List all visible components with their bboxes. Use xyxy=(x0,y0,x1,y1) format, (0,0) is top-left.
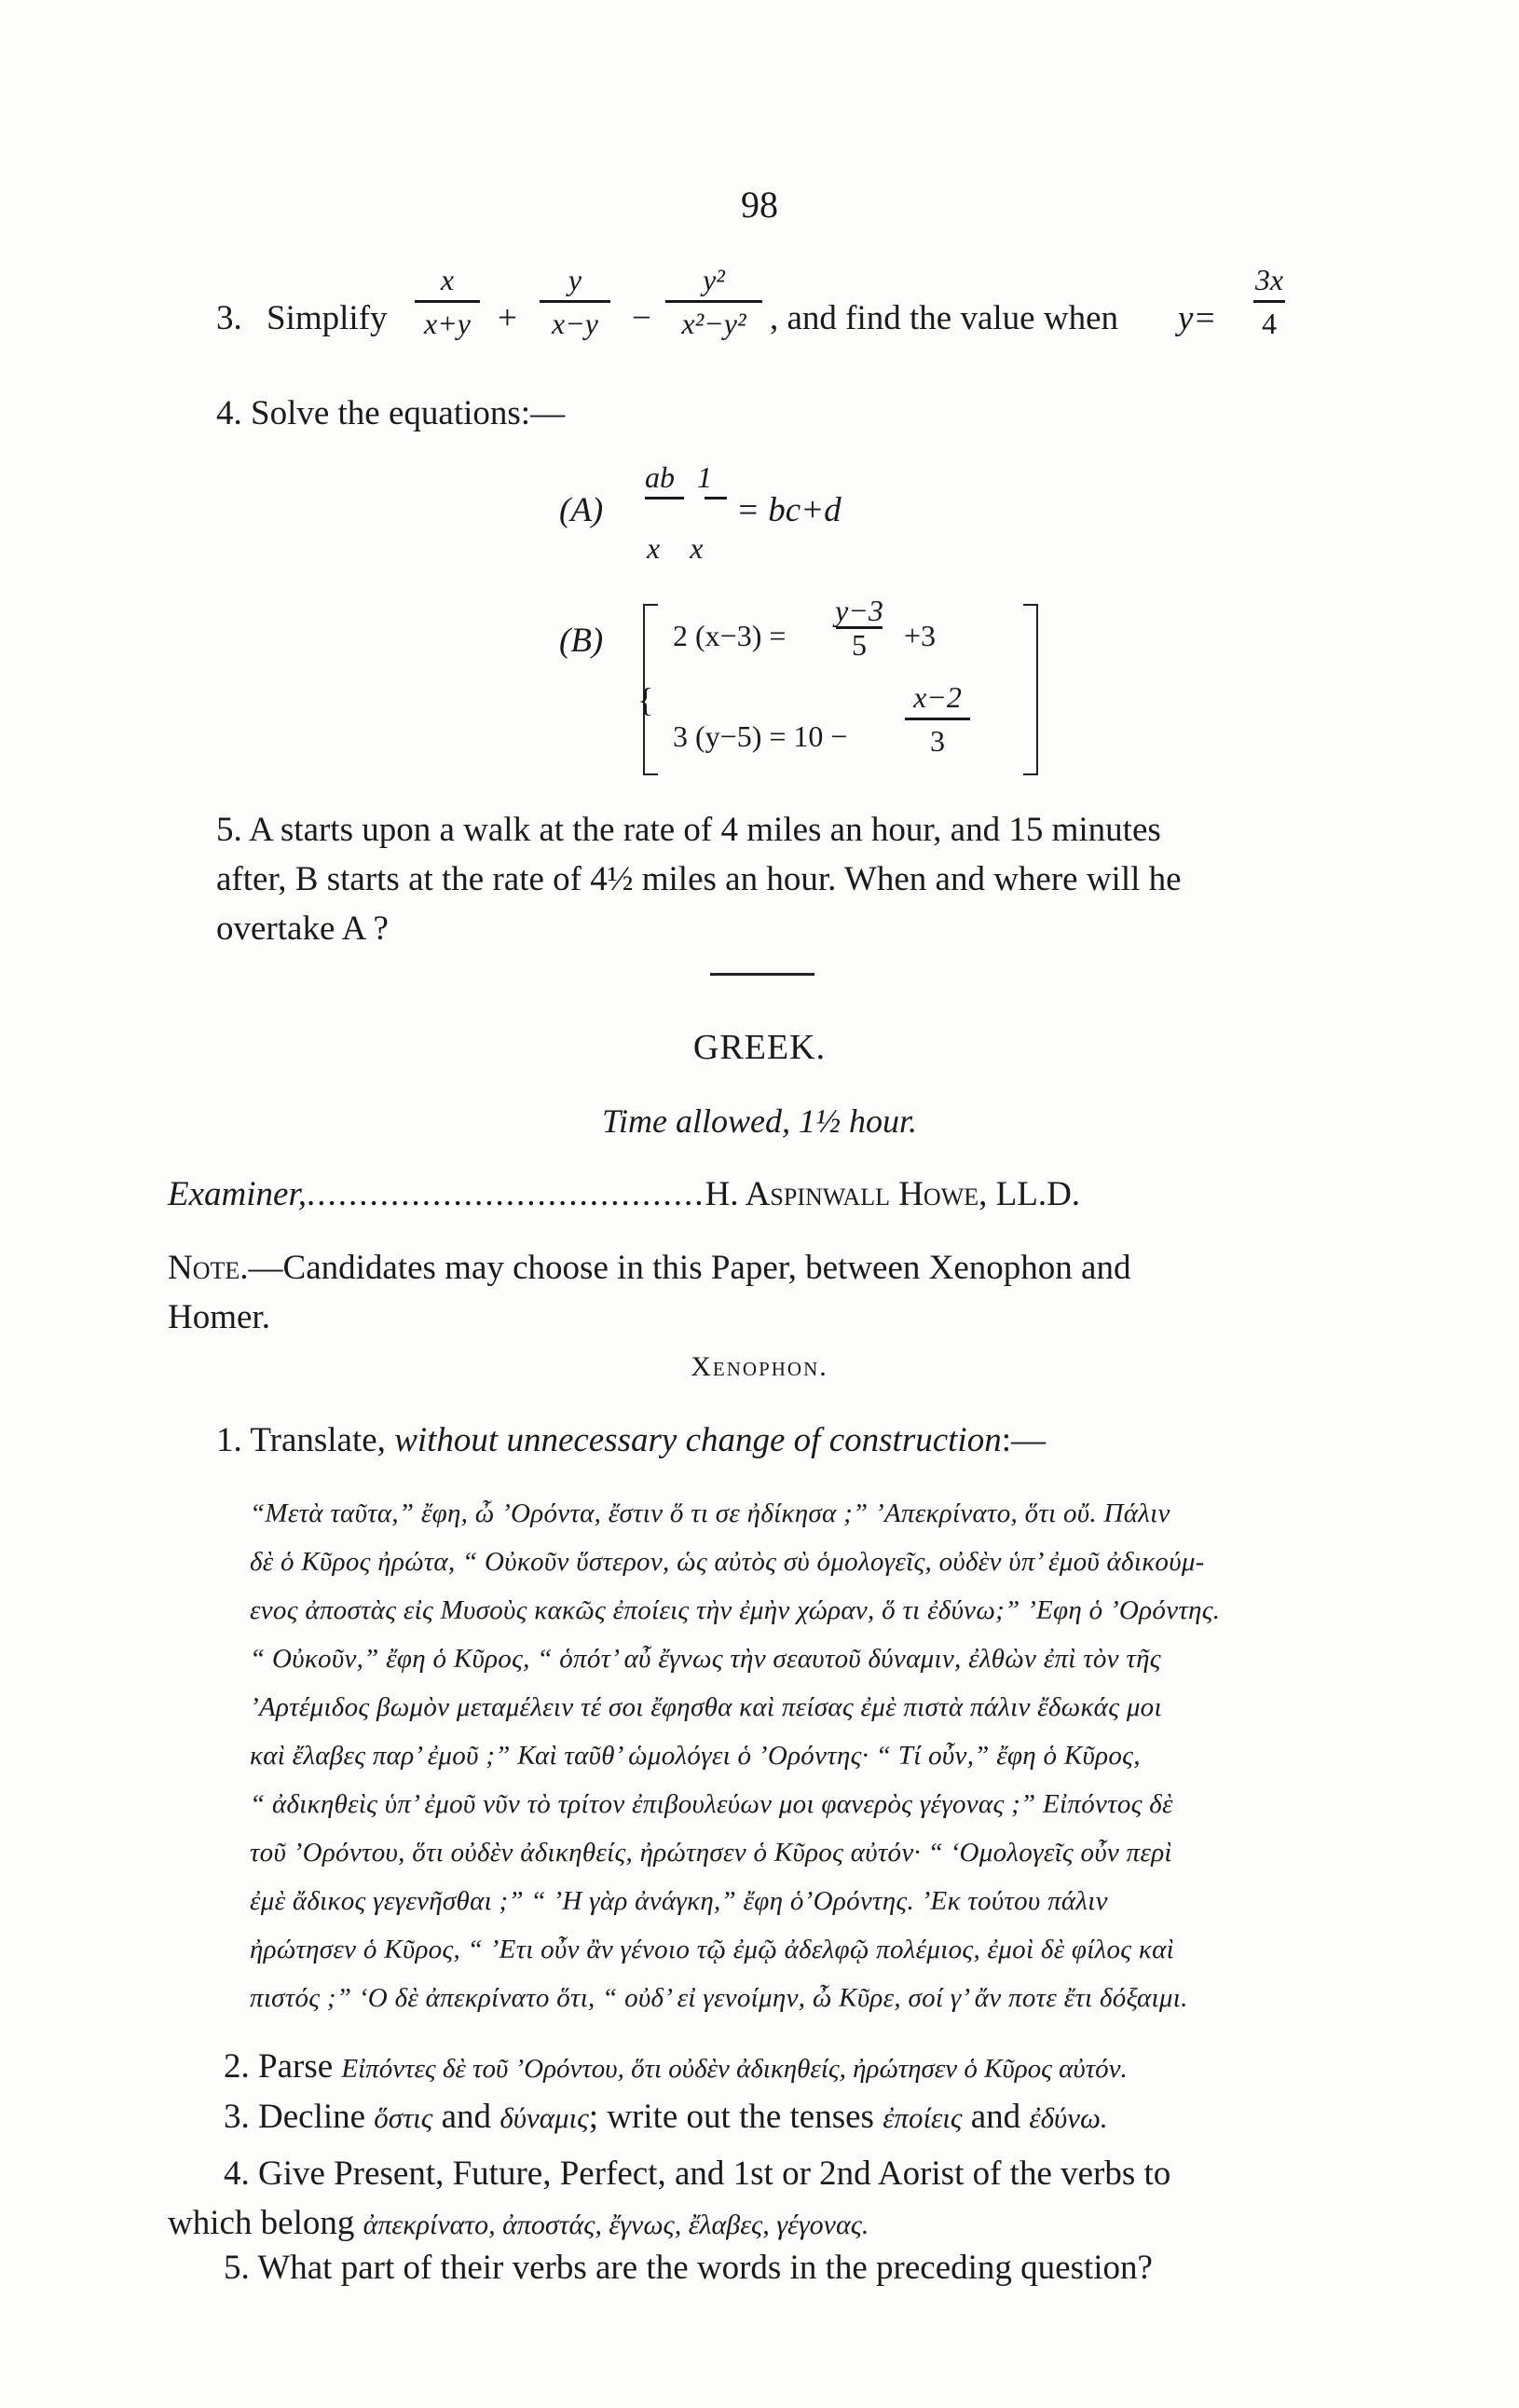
left-brace-point: { xyxy=(637,681,654,718)
right-brace xyxy=(1023,604,1038,775)
examiner-line xyxy=(168,1176,1351,1213)
note-line2: Homer. xyxy=(168,1298,270,1336)
fraction-x2-over-3 xyxy=(900,678,975,759)
fraction-denominator: x−y xyxy=(552,307,598,340)
greek-q1 xyxy=(216,1422,1046,1459)
q5-line2: after, B starts at the rate of 4½ miles an hour. When and where will he xyxy=(216,860,1182,898)
greek-q4-lead2: which belong xyxy=(168,2204,355,2242)
eq-a-denominators: x x xyxy=(647,531,704,565)
eq-b-line1-lhs: 2 (x−3) = xyxy=(673,619,787,652)
greek-q4-line1: 4. Give Present, Future, Perfect, and 1st or 2nd Aorist of the verbs to xyxy=(224,2155,1171,2193)
fraction-bar xyxy=(665,300,762,303)
plus-sign: + xyxy=(498,299,517,337)
eq-a-rhs: = bc+d xyxy=(736,491,842,529)
passage-line: “ ἀδικηθεὶς ὑπ’ ἐμοῦ νῦν τὸ τρίτον ἐπιβουλεύων μοι φανερὸς γέγονας ;” Εἰπόντος δὲ xyxy=(250,1789,1173,1819)
greek-q3-and2: and xyxy=(970,2098,1021,2136)
passage-line: τοῦ ’Ορόντου, ὅτι οὐδὲν ἀδικηθείς, ἠρώτησεν ὁ Κῦρος αὐτόν· “ ‘Ομολογεῖς οὖν περὶ xyxy=(250,1838,1172,1868)
eq-a-label: (A) xyxy=(559,491,604,529)
minus-sign: − xyxy=(632,299,651,337)
fraction-ysq-over-diff xyxy=(658,261,770,342)
eq-b-line2-lhs: 3 (y−5) = 10 − xyxy=(673,719,848,753)
passage-line: ’Αρτέμιδος βωμὸν μεταμέλειν τέ σοι ἔφησθα καὶ πείσας ἐμὲ πιστὰ πάλιν ἔδωκάς μοι xyxy=(250,1692,1162,1722)
fraction-bar xyxy=(905,718,970,720)
passage-line: ἠρώτησεν ὁ Κῦρος, “ ’Ετι οὖν ἂν γένοιο τῷ ἐμῷ ἀδελφῷ πολέμιος, ἐμοὶ δὲ φίλος καὶ xyxy=(250,1935,1174,1964)
greek-q4-words: ἀπεκρίνατο, ἀποστάς, ἔγνως, ἔλαβες, γέγονας. xyxy=(363,2210,869,2240)
passage-line: δὲ ὁ Κῦρος ἠρώτα, “ Οὐκοῦν ὕστερον, ὡς αὐτὸς σὺ ὁμολογεῖς, οὐδὲν ὑπ’ ἐμοῦ ἀδικούμ- xyxy=(250,1547,1205,1577)
q5-paragraph xyxy=(216,805,1334,953)
eq-a-bar-1 xyxy=(645,497,684,499)
fraction-x-over-xplusy xyxy=(410,261,485,342)
q3-lead: Simplify xyxy=(267,299,388,337)
fraction-numerator: y xyxy=(568,263,582,296)
passage-line: “Μετὰ ταῦτα,” ἔφη, ὦ ’Ορόντα, ἔστιν ὅ τι σε ἠδίκησα ;” ’Απεκρίνατο, ὅτι οὔ. Πάλιν xyxy=(250,1498,1170,1528)
fraction-bar xyxy=(1253,300,1285,303)
greek-q3-lead: 3. Decline xyxy=(224,2098,366,2136)
fraction-y-over-xminusy xyxy=(533,261,617,342)
greek-q4 xyxy=(168,2149,1338,2250)
xenophon-heading: Xenophon. xyxy=(691,1351,828,1382)
eq-a-bar-2 xyxy=(705,497,727,499)
fraction-numerator: y² xyxy=(703,263,725,296)
time-allowed: Time allowed, 1½ hour. xyxy=(601,1102,918,1140)
passage-line: ἐμὲ ἄδικος γεγενῆσθαι ;” “ ’Η γὰρ ἀνάγκη,” ἔφη ὁ’Ορόντης. ’Εκ τούτου πάλιν xyxy=(250,1886,1108,1916)
greek-word: ἐποίεις xyxy=(883,2101,963,2134)
fraction-3x-over-4 xyxy=(1239,261,1299,342)
passage-line: “ Οὐκοῦν,” ἔφη ὁ Κῦρος, “ ὁπότ’ αὖ ἔγνως τὴν σεαυτοῦ δύναμιν, ἐλθὼν ἐπὶ τὸν τῆς xyxy=(250,1644,1161,1674)
fraction-denominator: 3 xyxy=(930,724,945,758)
note-paragraph xyxy=(168,1243,1334,1342)
greek-q1-instruction: without unnecessary change of construction xyxy=(394,1421,1002,1459)
greek-word: δύναμις xyxy=(499,2101,589,2134)
fraction-denominator: 5 xyxy=(852,628,867,662)
page-number: 98 xyxy=(741,184,778,226)
fraction-denominator: 4 xyxy=(1262,307,1277,340)
passage-line: πιστός ;” ‘Ο δὲ ἀπεκρίνατο ὅτι, “ οὐδ’ εἰ γενοίμην, ὦ Κῦρε, σοί γ’ ἄν ποτε ἔτι δόξαιμι. xyxy=(250,1983,1188,2013)
greek-q2-lead: 2. Parse xyxy=(224,2047,334,2086)
q3-tail: , and find the value when xyxy=(770,299,1118,337)
eq-b-line1-plus: +3 xyxy=(904,619,937,652)
section-divider xyxy=(710,973,814,976)
greek-word: ἐδύνω. xyxy=(1029,2101,1108,2134)
examiner-name: H. Aspinwall Howe, LL.D. xyxy=(705,1175,1081,1213)
greek-passage xyxy=(250,1489,1340,2022)
greek-q2 xyxy=(224,2048,1128,2087)
greek-q3-and: and xyxy=(441,2098,492,2136)
passage-line: καὶ ἔλαβες παρ’ ἐμοῦ ;” Καὶ ταῦθ’ ὡμολόγει ὁ ’Ορόντης· “ Τί οὖν,” ἔφη ὁ Κῦρος, xyxy=(250,1741,1141,1771)
fraction-numerator: y−3 xyxy=(835,594,883,627)
fraction-denominator: x²−y² xyxy=(681,307,746,340)
fraction-numerator: x xyxy=(440,263,455,296)
note-label: Note. xyxy=(168,1249,249,1287)
eq-a-numerators: ab 1 xyxy=(645,460,712,494)
greek-q3 xyxy=(224,2099,1108,2137)
fraction-bar xyxy=(415,300,480,303)
greek-q2-text: Εἰπόντες δὲ τοῦ ’Ορόντου, ὅτι οὐδὲν ἀδικηθείς, ἠρώτησεν ὁ Κῦρος αὐτόν. xyxy=(341,2054,1128,2084)
fraction-numerator: x−2 xyxy=(913,680,962,714)
passage-line: ενος ἀποστὰς εἰς Μυσοὺς κακῶς ἐποίεις τὴν ἐμὴν χώραν, ὅ τι ἐδύνω;” ’Εφη ὁ ’Ορόντης. xyxy=(250,1595,1221,1625)
note-line1: —Candidates may choose in this Paper, between Xenophon and xyxy=(248,1249,1131,1287)
eq-b-label: (B) xyxy=(559,622,604,660)
q5-line1: 5. A starts upon a walk at the rate of 4 miles an hour, and 15 minutes xyxy=(216,811,1161,849)
examiner-dots: ...................................... xyxy=(307,1175,705,1213)
fraction-denominator: x+y xyxy=(424,307,471,340)
greek-q1-tail: :— xyxy=(1001,1421,1046,1459)
q3-number: 3. xyxy=(216,299,242,337)
examiner-label: Examiner, xyxy=(168,1175,307,1213)
q5-line3: overtake A ? xyxy=(216,910,389,948)
fraction-bar xyxy=(540,300,610,303)
q4-text: 4. Solve the equations:— xyxy=(216,394,566,432)
greek-q3-mid2: ; write out the tenses xyxy=(588,2098,874,2136)
greek-q5: 5. What part of their verbs are the words in the preceding question? xyxy=(224,2249,1153,2287)
fraction-y3-over-5 xyxy=(831,594,887,662)
greek-heading: GREEK. xyxy=(692,1028,827,1067)
q3-y-equals: y= xyxy=(1178,299,1217,337)
fraction-numerator: 3x xyxy=(1254,263,1284,296)
greek-word: ὅστις xyxy=(374,2101,433,2134)
greek-q1-lead: 1. Translate, xyxy=(216,1421,386,1459)
